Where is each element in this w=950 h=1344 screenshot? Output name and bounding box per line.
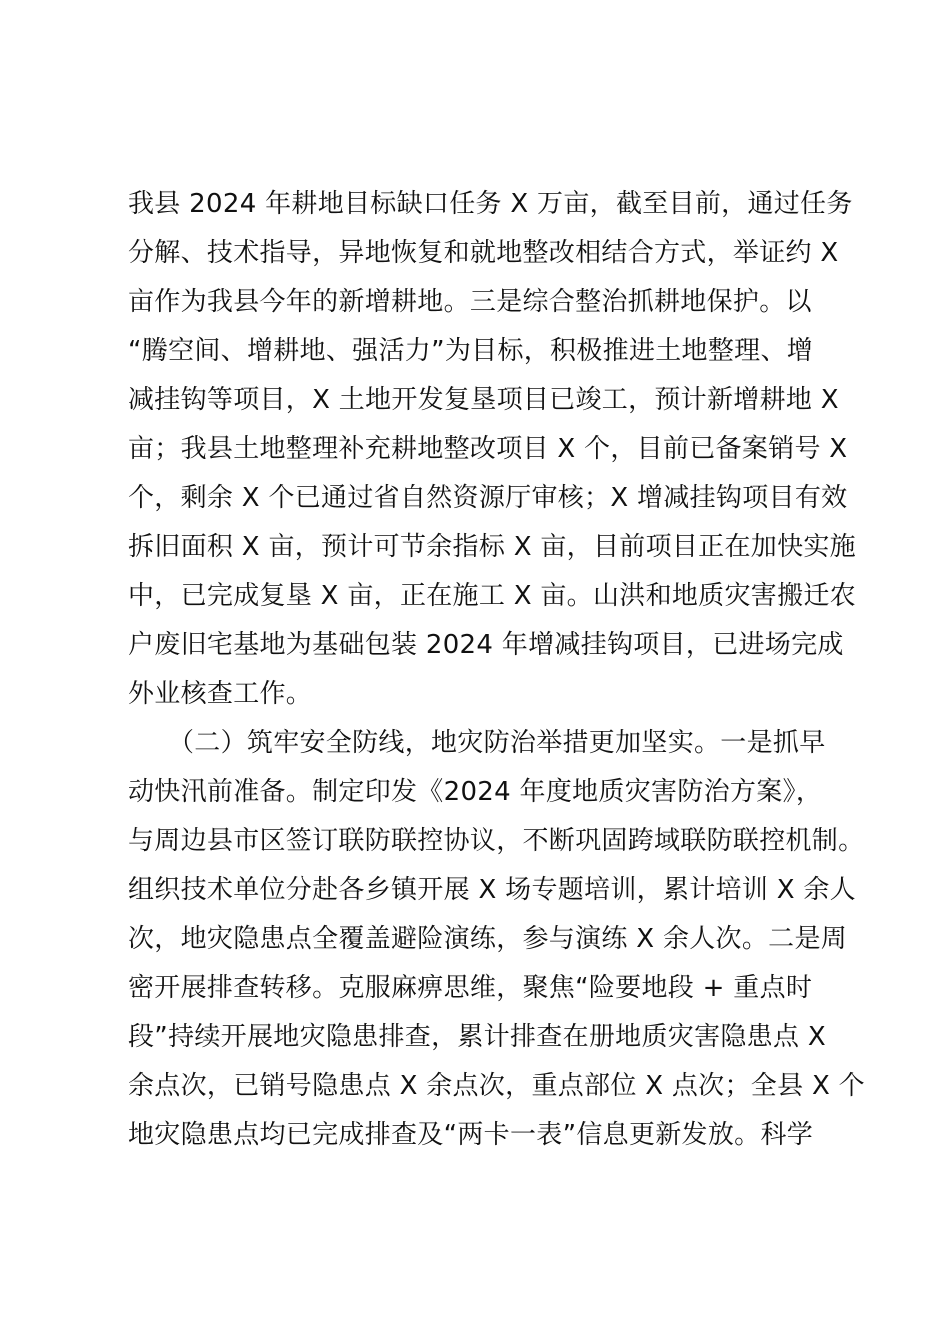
text-line: 组织技术单位分赴各乡镇开展 X 场专题培训，累计培训 X 余人 (128, 875, 856, 905)
text-line: 动快汛前准备。制定印发《2024 年度地质灾害防治方案》， (128, 777, 823, 807)
text-line: 拆旧面积 X 亩，预计可节余指标 X 亩，目前项目正在加快实施 (128, 532, 856, 562)
text-line: 减挂钩等项目，X 土地开发复垦项目已竣工，预计新增耕地 X (128, 385, 839, 415)
text-line: 亩；我县土地整理补充耕地整改项目 X 个，目前已备案销号 X (128, 434, 848, 464)
text-line: 我县 2024 年耕地目标缺口任务 X 万亩，截至目前，通过任务 (128, 189, 853, 219)
text-line: 与周边县市区签订联防联控协议，不断巩固跨域联防联控机制。 (128, 826, 865, 856)
text-line: 户废旧宅基地为基础包装 2024 年增减挂钩项目，已进场完成 (128, 630, 844, 660)
text-line: 地灾隐患点均已完成排查及“两卡一表”信息更新发放。科学 (128, 1120, 814, 1150)
body-text (128, 180, 865, 1160)
text-line: “腾空间、增耕地、强活力”为目标，积极推进土地整理、增 (128, 336, 814, 366)
text-line: 分解、技术指导，异地恢复和就地整改相结合方式，举证约 X (128, 238, 839, 268)
text-line: 次，地灾隐患点全覆盖避险演练，参与演练 X 余人次。二是周 (128, 924, 848, 954)
text-line: 个，剩余 X 个已通过省自然资源厅审核；X 增减挂钩项目有效 (128, 483, 848, 513)
text-line: 中，已完成复垦 X 亩，正在施工 X 亩。山洪和地质灾害搬迁农 (128, 581, 856, 611)
text-line: 外业核查工作。 (128, 679, 313, 709)
text-line: 密开展排查转移。克服麻痹思维，聚焦“险要地段 + 重点时 (128, 973, 813, 1003)
text-line: 段”持续开展地灾隐患排查，累计排查在册地质灾害隐患点 X (128, 1022, 826, 1052)
text-line: 余点次，已销号隐患点 X 余点次，重点部位 X 点次；全县 X 个 (128, 1071, 865, 1101)
section-heading-line: （二）筑牢安全防线，地灾防治举措更加坚实。一是抓早 (168, 728, 826, 758)
text-line: 亩作为我县今年的新增耕地。三是综合整治抓耕地保护。以 (128, 287, 812, 317)
